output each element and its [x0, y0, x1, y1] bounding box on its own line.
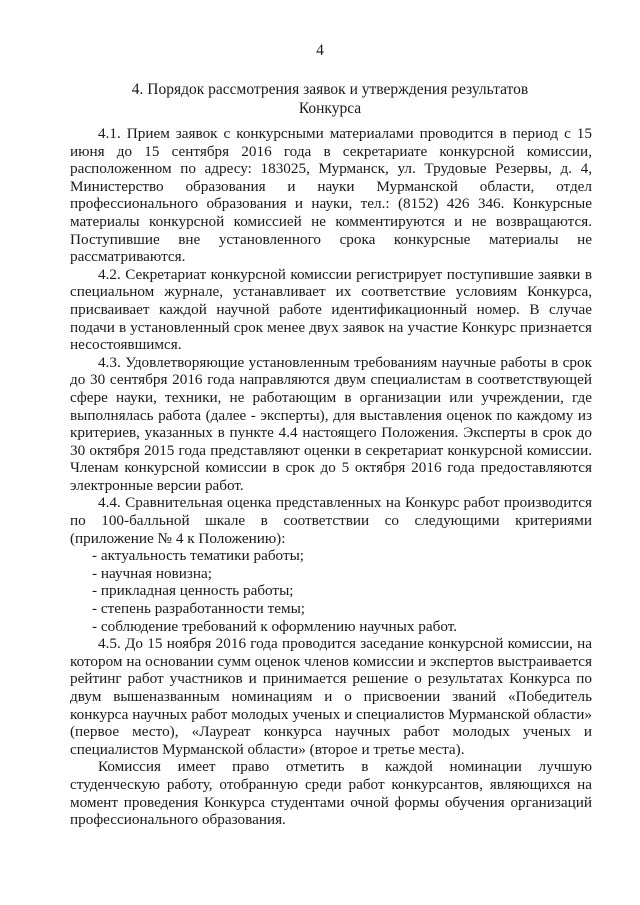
page-number: 4 — [316, 42, 324, 59]
paragraph-4-3: 4.3. Удовлетворяющие установленным требованиям научные работы в срок до 30 сентября 2016 года направляются двум специалистам в соответствующей сфере науки, техники, не работающим в организации или учреждении, где выполнялась работа (далее - эксперты), для выставления оценок по каждому из критериев, указанных в пункте 4.4 настоящего Положения. Эксперты в срок до 30 октября 2015 года представляют оценки в секретариат конкурсной комиссии. Членам конкурсной комиссии в срок до 5 октября 2016 года предоставляются электронные версии работ. — [70, 353, 592, 494]
criteria-item: - прикладная ценность работы; — [92, 582, 294, 600]
paragraph-4-1: 4.1. Прием заявок с конкурсными материалами проводится в период с 15 июня до 15 сентября 2016 года в секретариате конкурсной комиссии, расположенном по адресу: 183025, Мурманск, ул. Трудовые Резервы, д. 4, Министерство образования и науки Мурманской области, отдел профессионального образования и науки, тел.: (8152) 426 346. Конкурсные материалы конкурсной комиссией не комментируются и не возвращаются. Поступившие вне установленного срока конкурсные материалы не рассматриваются. — [70, 125, 592, 266]
paragraph-commission: Комиссия имеет право отметить в каждой номинации лучшую студенческую работу, отобранную среди работ конкурсантов, являющихся на момент проведения Конкурса студентами очной формы обучения организаций профессионального образования. — [70, 758, 592, 829]
criteria-item: - актуальность тематики работы; — [92, 547, 305, 565]
document-body — [70, 125, 592, 829]
criteria-item: - научная новизна; — [92, 564, 212, 582]
criteria-list — [70, 547, 592, 635]
criteria-item: - соблюдение требований к оформлению научных работ. — [92, 617, 458, 635]
section-heading — [60, 80, 600, 118]
section-heading-line-1: 4. Порядок рассмотрения заявок и утверждения результатов — [131, 81, 529, 98]
paragraph-4-4: 4.4. Сравнительная оценка представленных на Конкурс работ производится по 100-балльной шкале в соответствии со следующими критериями (приложение № 4 к Положению): — [70, 494, 592, 547]
criteria-item: - степень разработанности темы; — [92, 600, 305, 618]
section-heading-line-2: Конкурса — [298, 100, 362, 117]
paragraph-4-5: 4.5. До 15 ноября 2016 года проводится заседание конкурсной комиссии, на котором на основании сумм оценок членов комиссии и экспертов выстраивается рейтинг работ участников и принимается решение о результатах Конкурса по двум вышеназванным номинациям и о присвоении званий «Победитель конкурса научных работ молодых ученых и специалистов Мурманской области» (первое место), «Лауреат конкурса научных работ молодых ученых и специалистов Мурманской области» (второе и третье места). — [70, 635, 592, 758]
paragraph-4-2: 4.2. Секретариат конкурсной комиссии регистрирует поступившие заявки в специальном журнале, устанавливает их соответствие условиям Конкурса, присваивает каждой научной работе идентификационный номер. В случае подачи в установленный срок менее двух заявок на участие Конкурс признается несостоявшимся. — [70, 265, 592, 354]
